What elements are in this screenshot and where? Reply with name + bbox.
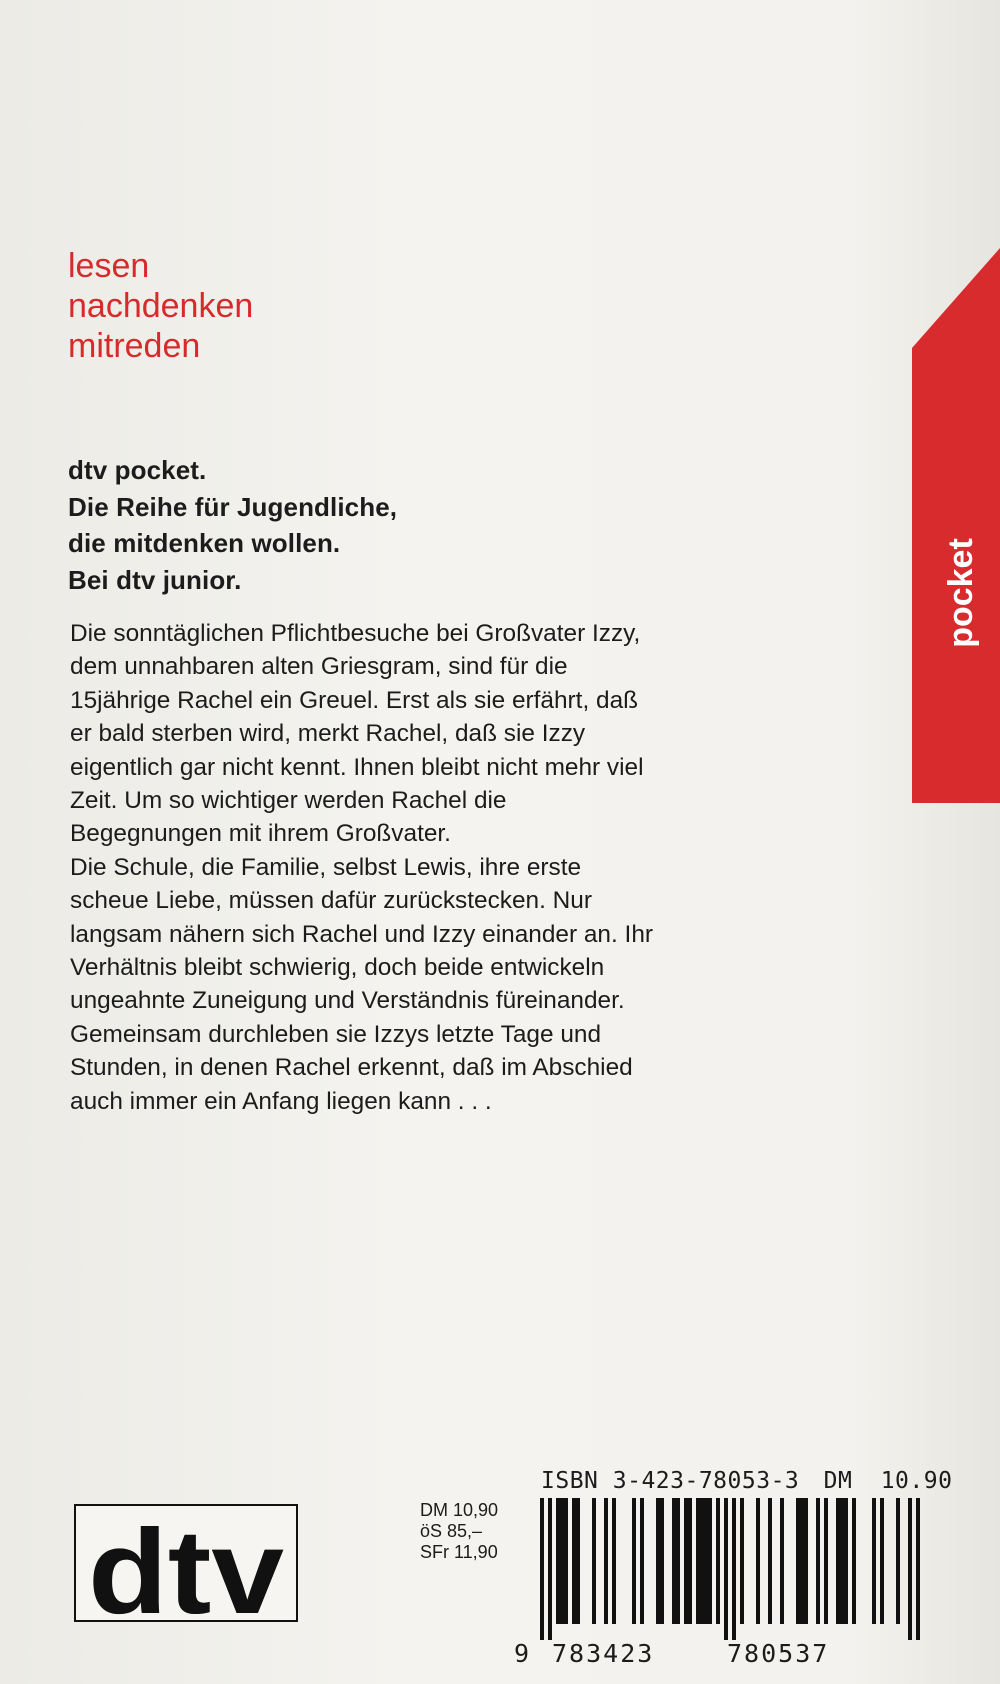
isbn-currency: DM — [823, 1468, 853, 1494]
barcode-bar — [896, 1498, 900, 1624]
barcode-bar — [696, 1498, 700, 1624]
barcode-bar — [708, 1498, 712, 1624]
dtv-logo-graphic — [76, 1506, 296, 1620]
barcode-bar — [604, 1498, 608, 1624]
price-germany: DM 10,90 — [420, 1500, 499, 1520]
slogan-line-read: lesen — [68, 247, 150, 285]
series-intro-line: Die Reihe für Jugendliche, — [68, 491, 398, 522]
barcode-bar — [564, 1498, 568, 1624]
barcode-guard-bar — [548, 1498, 552, 1640]
barcode-lead-digit: 9 — [514, 1639, 530, 1668]
barcode-bar — [780, 1498, 784, 1624]
isbn-label: ISBN — [541, 1468, 599, 1494]
barcode-bar — [816, 1498, 820, 1624]
barcode-right-group: 780537 — [727, 1639, 830, 1668]
blurb-line: ungeahnte Zuneigung und Verständnis füreinander. — [70, 987, 625, 1015]
blurb-line: Die Schule, die Familie, selbst Lewis, ihre erste — [70, 853, 582, 881]
pocket-tab-label-graphic — [912, 248, 1000, 803]
dtv-publisher-logo — [74, 1504, 298, 1622]
blurb-line: dem unnahbaren alten Griesgram, sind für die — [70, 653, 568, 681]
barcode-bar — [612, 1498, 616, 1624]
series-intro-line: dtv pocket. — [68, 455, 207, 485]
blurb-line: auch immer ein Anfang liegen kann . . . — [70, 1087, 492, 1115]
barcode-bar — [872, 1498, 876, 1624]
blurb-text — [70, 617, 750, 1118]
barcode-bar — [672, 1498, 676, 1624]
barcode-bar — [676, 1498, 680, 1624]
barcode-bar — [640, 1498, 644, 1624]
blurb-line: Stunden, in denen Rachel erkennt, daß im Abschied — [70, 1054, 633, 1082]
barcode-bar — [768, 1498, 772, 1624]
barcode-bar — [688, 1498, 692, 1624]
blurb-line: eigentlich gar nicht kennt. Ihnen bleibt nicht mehr viel — [70, 753, 644, 781]
ean-barcode — [540, 1498, 920, 1640]
barcode-bar — [716, 1498, 720, 1624]
barcode-guard-bar — [724, 1498, 728, 1640]
barcode-bar — [824, 1498, 828, 1624]
blurb-line: langsam nähern sich Rachel und Izzy einander an. Ihr — [70, 920, 654, 948]
slogan-line-think: nachdenken — [68, 287, 254, 325]
barcode-bar — [880, 1498, 884, 1624]
pocket-tab-label: pocket — [942, 538, 980, 648]
barcode-bar — [796, 1498, 800, 1624]
barcode-guard-bar — [540, 1498, 544, 1640]
barcode-bar — [656, 1498, 660, 1624]
slogan-line-discuss: mitreden — [68, 327, 201, 365]
barcode-bar — [852, 1498, 856, 1624]
barcode-bar — [632, 1498, 636, 1624]
barcode-bar — [700, 1498, 704, 1624]
barcode-bar — [572, 1498, 576, 1624]
price-switzerland: SFr 11,90 — [420, 1542, 498, 1562]
series-intro — [68, 452, 397, 598]
series-intro-line: Bei dtv junior. — [68, 564, 242, 595]
barcode-bar — [592, 1498, 596, 1624]
barcode-guard-bar — [908, 1498, 912, 1640]
barcode-bar — [804, 1498, 808, 1624]
barcode-bar — [840, 1498, 844, 1624]
isbn-price: 10.90 — [880, 1468, 953, 1494]
barcode-bar — [560, 1498, 564, 1624]
barcode-bar — [660, 1498, 664, 1624]
barcode-bar — [684, 1498, 688, 1624]
price-austria: öS 85,– — [420, 1521, 483, 1541]
isbn-line — [541, 1468, 952, 1494]
blurb-line: Zeit. Um so wichtiger werden Rachel die — [70, 787, 507, 815]
blurb-line: Verhältnis bleibt schwierig, doch beide entwickeln — [70, 954, 605, 982]
slogan — [68, 246, 253, 366]
isbn-number: 3-423-78053-3 — [612, 1468, 800, 1494]
barcode-bar — [740, 1498, 744, 1624]
barcode-guard-bar — [732, 1498, 736, 1640]
pocket-side-tab — [912, 248, 1000, 803]
barcode-bar — [844, 1498, 848, 1624]
blurb-line: 15jährige Rachel ein Greuel. Erst als sie erfährt, daß — [70, 686, 639, 714]
price-list — [420, 1500, 498, 1563]
barcode-bar — [756, 1498, 760, 1624]
blurb-line: Gemeinsam durchleben sie Izzys letzte Tage und — [70, 1020, 602, 1048]
barcode-guard-bar — [916, 1498, 920, 1640]
barcode-bar — [576, 1498, 580, 1624]
blurb-line: Begegnungen mit ihrem Großvater. — [70, 820, 451, 848]
barcode-bar — [704, 1498, 708, 1624]
barcode-bar — [836, 1498, 840, 1624]
series-intro-line: die mitdenken wollen. — [68, 528, 341, 558]
blurb-line: scheue Liebe, müssen dafür zurückstecken. Nur — [70, 887, 592, 915]
blurb-line: Die sonntäglichen Pflichtbesuche bei Großvater Izzy, — [70, 620, 641, 647]
barcode-bar — [800, 1498, 804, 1624]
dtv-logo-text: dtv — [88, 1506, 285, 1620]
barcode-bar — [556, 1498, 560, 1624]
blurb-line: er bald sterben wird, merkt Rachel, daß sie Izzy — [70, 720, 586, 748]
barcode-left-group: 783423 — [552, 1639, 655, 1668]
